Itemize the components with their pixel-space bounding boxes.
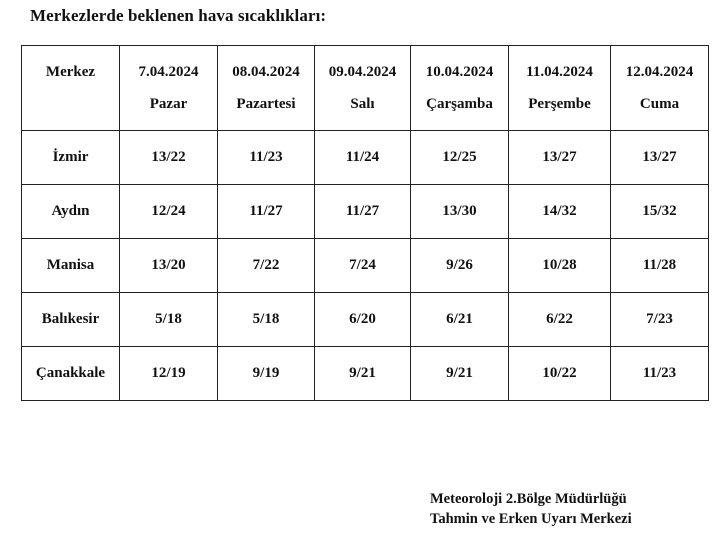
temperature-cell: 11/23 xyxy=(611,347,709,401)
column-date: 11.04.2024 xyxy=(526,64,593,80)
column-date: 10.04.2024 xyxy=(425,64,494,80)
column-day: Pazar xyxy=(149,96,188,112)
temperature-cell: 13/20 xyxy=(120,239,218,293)
temperature-cell: 9/19 xyxy=(218,347,315,401)
temperature-cell: 9/26 xyxy=(411,239,509,293)
column-header-4 xyxy=(411,46,509,131)
temperature-cell: 12/24 xyxy=(120,185,218,239)
column-header-1 xyxy=(120,46,218,131)
source-footer xyxy=(430,489,632,529)
temperature-cell: 9/21 xyxy=(411,347,509,401)
column-header-5 xyxy=(509,46,611,131)
column-day: Çarşamba xyxy=(426,96,493,112)
city-cell: Manisa xyxy=(22,239,120,293)
corner-header-cell xyxy=(22,46,120,131)
column-day: Cuma xyxy=(639,96,680,112)
temperature-cell: 6/22 xyxy=(509,293,611,347)
temperature-cell: 11/24 xyxy=(315,131,411,185)
temperature-cell: 11/27 xyxy=(315,185,411,239)
temperature-cell: 10/22 xyxy=(509,347,611,401)
city-cell: Çanakkale xyxy=(22,347,120,401)
temperature-cell: 11/28 xyxy=(611,239,709,293)
footer-line-center: Tahmin ve Erken Uyarı Merkezi xyxy=(430,511,632,527)
column-date: 09.04.2024 xyxy=(328,64,397,80)
column-day: Pazartesi xyxy=(236,96,296,112)
city-cell: İzmir xyxy=(22,131,120,185)
temperature-cell: 6/20 xyxy=(315,293,411,347)
table-row xyxy=(22,347,709,401)
column-header-3 xyxy=(315,46,411,131)
footer-line-organization: Meteoroloji 2.Bölge Müdürlüğü xyxy=(430,491,627,507)
temperature-cell: 14/32 xyxy=(509,185,611,239)
city-cell: Balıkesir xyxy=(22,293,120,347)
table-row xyxy=(22,131,709,185)
temperature-cell: 7/22 xyxy=(218,239,315,293)
temperature-cell: 5/18 xyxy=(120,293,218,347)
temperature-cell: 13/27 xyxy=(611,131,709,185)
temperature-cell: 11/27 xyxy=(218,185,315,239)
temperature-cell: 13/27 xyxy=(509,131,611,185)
column-header-6 xyxy=(611,46,709,131)
temperature-cell: 9/21 xyxy=(315,347,411,401)
table-row xyxy=(22,293,709,347)
temperature-cell: 6/21 xyxy=(411,293,509,347)
column-date: 7.04.2024 xyxy=(138,64,199,80)
corner-header-label: Merkez xyxy=(45,64,96,80)
forecast-table xyxy=(21,45,709,401)
page-title: Merkezlerde beklenen hava sıcaklıkları: xyxy=(30,6,327,25)
column-date: 12.04.2024 xyxy=(625,64,694,80)
column-day: Perşembe xyxy=(528,96,591,112)
temperature-cell: 7/23 xyxy=(611,293,709,347)
city-cell: Aydın xyxy=(22,185,120,239)
temperature-cell: 10/28 xyxy=(509,239,611,293)
temperature-cell: 13/30 xyxy=(411,185,509,239)
temperature-cell: 7/24 xyxy=(315,239,411,293)
table-header-row xyxy=(22,46,709,131)
temperature-cell: 11/23 xyxy=(218,131,315,185)
column-day: Salı xyxy=(350,96,375,112)
temperature-cell: 15/32 xyxy=(611,185,709,239)
temperature-cell: 5/18 xyxy=(218,293,315,347)
table-row xyxy=(22,239,709,293)
temperature-cell: 12/25 xyxy=(411,131,509,185)
table-row xyxy=(22,185,709,239)
column-date: 08.04.2024 xyxy=(232,64,300,80)
temperature-cell: 12/19 xyxy=(120,347,218,401)
column-header-2 xyxy=(218,46,315,131)
temperature-cell: 13/22 xyxy=(120,131,218,185)
